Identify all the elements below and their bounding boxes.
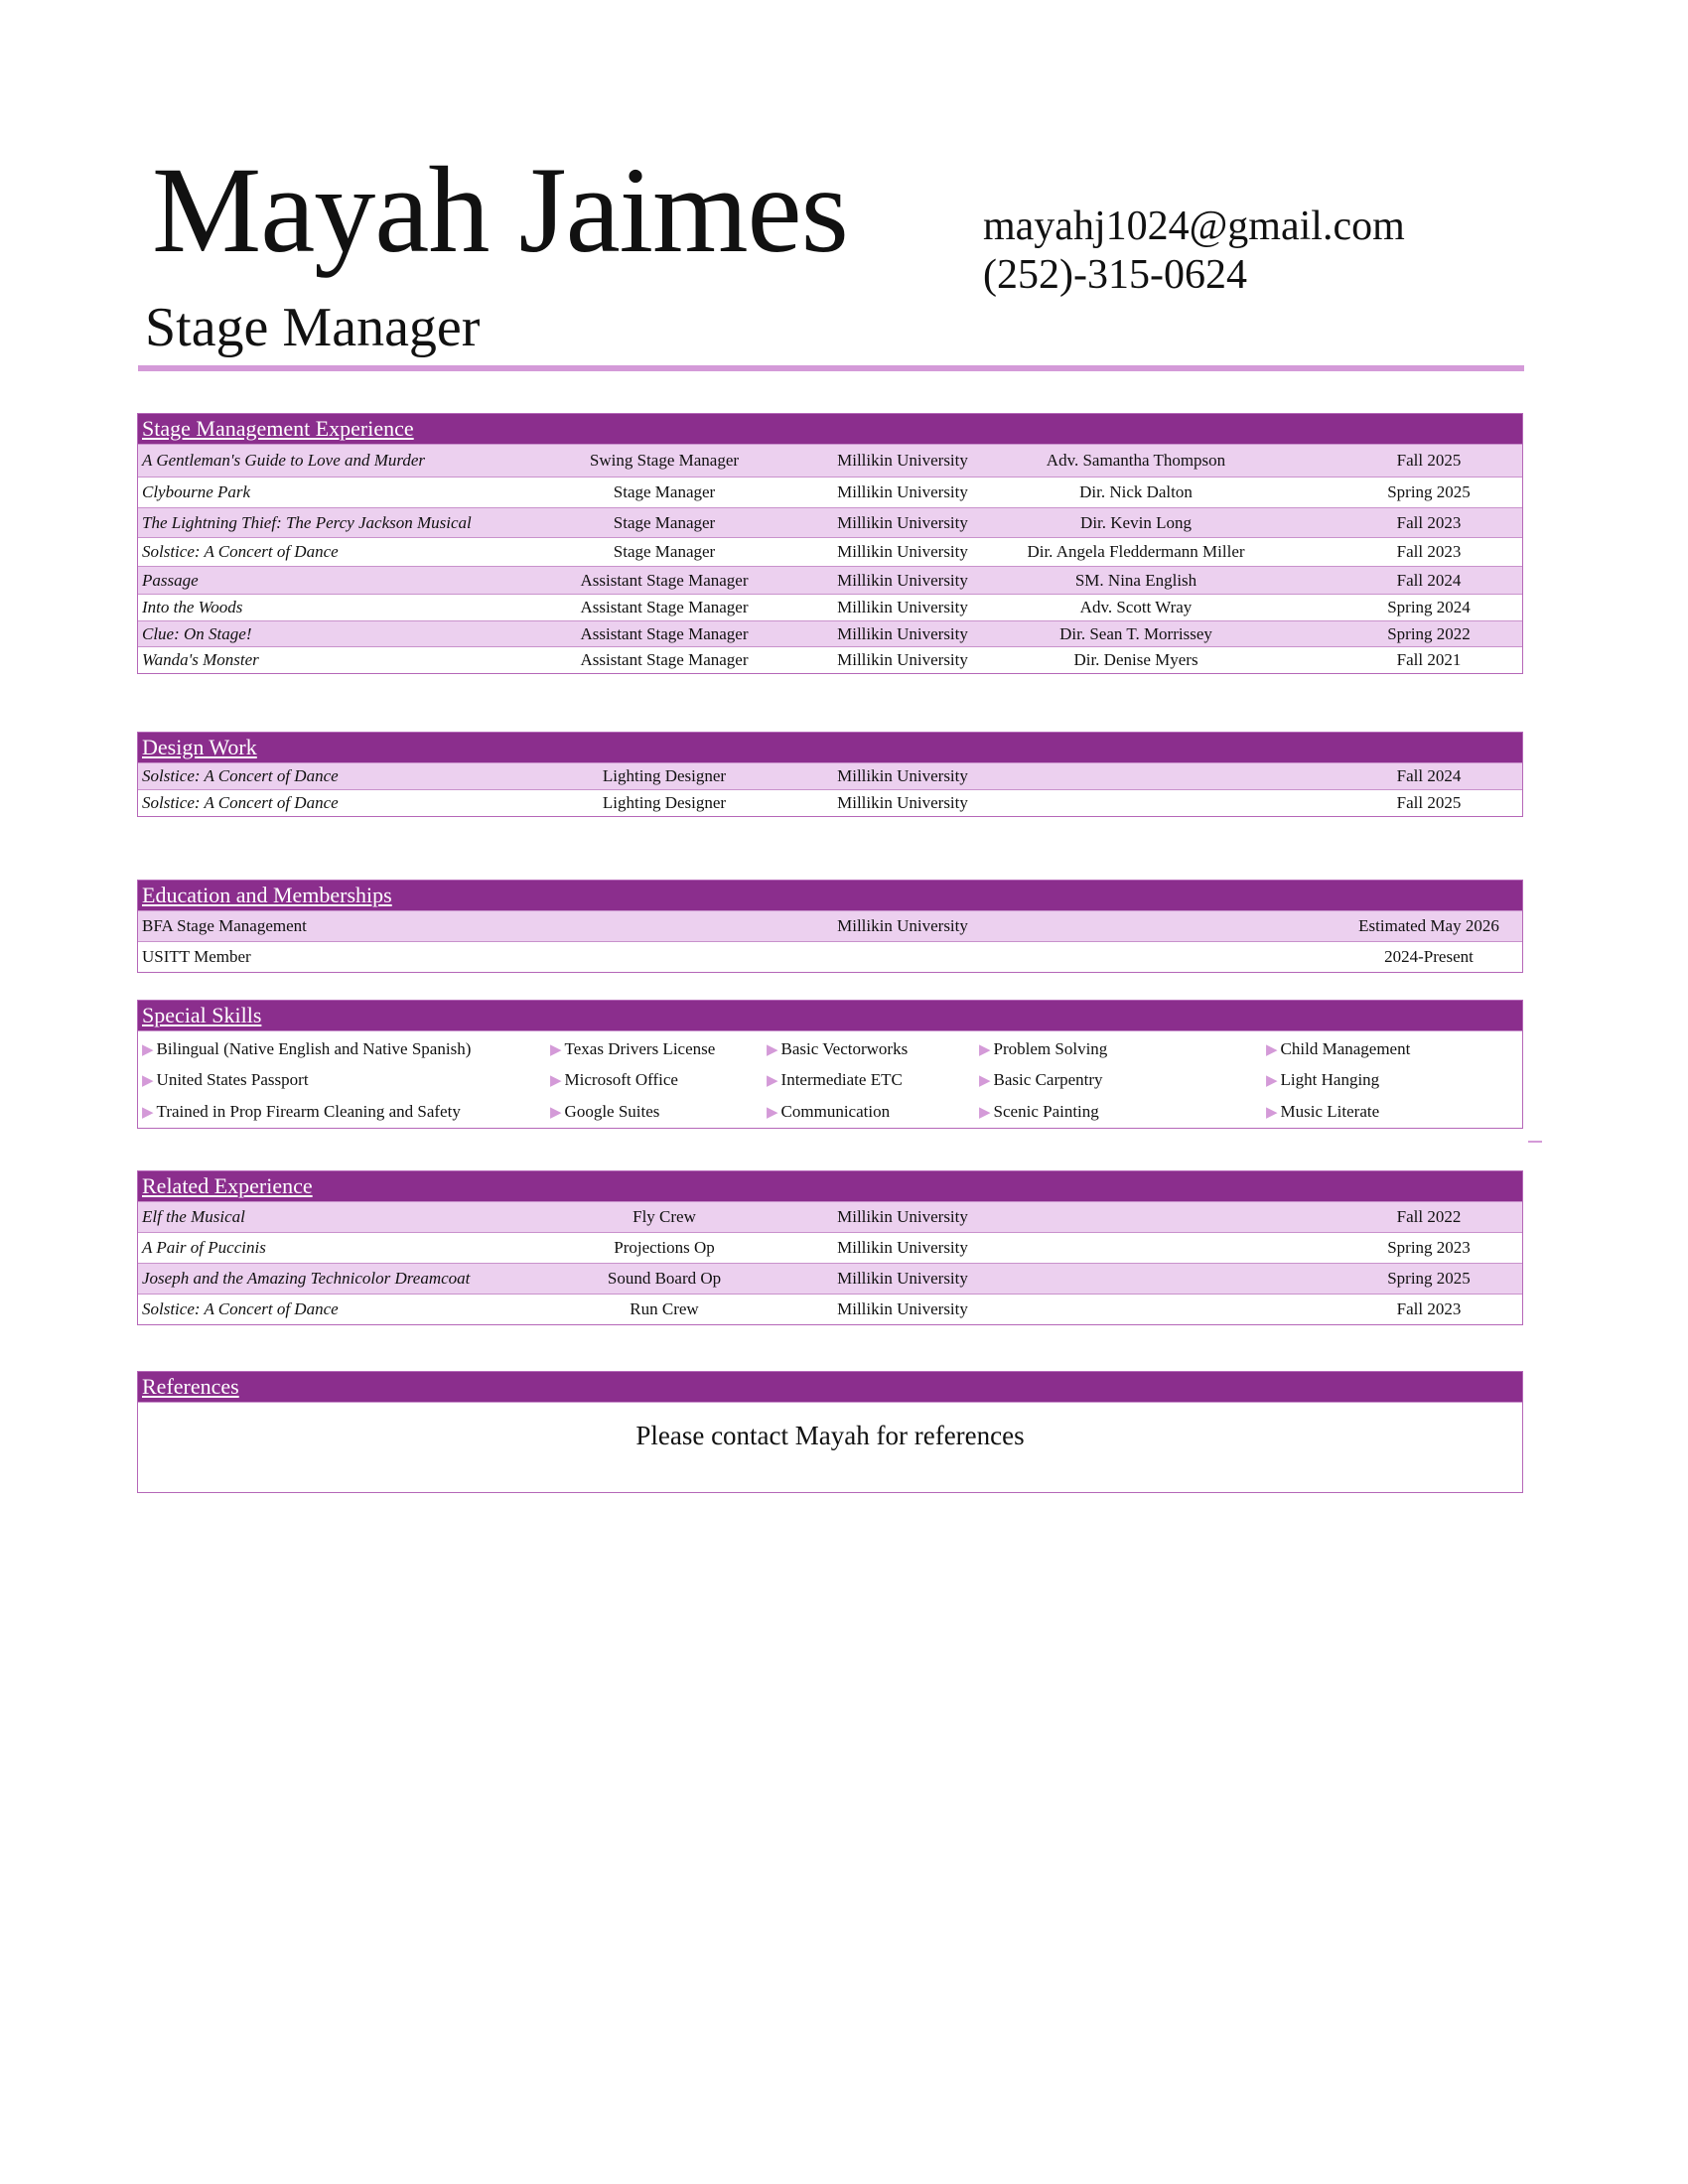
triangle-bullet-icon: ▶ [767, 1105, 778, 1121]
references-section [137, 1371, 1523, 1493]
stray-mark [1528, 1141, 1542, 1143]
venue: Millikin University [837, 542, 968, 561]
skill-item [142, 1037, 471, 1062]
venue: Millikin University [837, 1299, 968, 1318]
section-heading: References [138, 1372, 1522, 1402]
date: Fall 2024 [1396, 766, 1462, 785]
membership-item: USITT Member [142, 947, 251, 966]
venue: Millikin University [837, 624, 968, 643]
skill-label: Child Management [1280, 1039, 1411, 1058]
date: Fall 2021 [1396, 650, 1462, 669]
venue: Millikin University [837, 513, 968, 532]
skill-item [979, 1037, 1107, 1062]
position: Projections Op [614, 1238, 715, 1257]
skill-item [767, 1100, 890, 1125]
date: Fall 2023 [1396, 1299, 1462, 1318]
position: Assistant Stage Manager [580, 598, 749, 616]
related-experience-section [137, 1170, 1523, 1325]
skill-label: Google Suites [564, 1102, 660, 1121]
skill-item [550, 1068, 678, 1093]
skill-label: Basic Carpentry [993, 1070, 1103, 1089]
director: Dir. Denise Myers [1073, 650, 1198, 669]
venue: Millikin University [837, 451, 968, 470]
contact-email[interactable]: mayahj1024@gmail.com [983, 204, 1405, 249]
triangle-bullet-icon: ▶ [550, 1073, 562, 1089]
section-heading: Special Skills [138, 1001, 1522, 1030]
position: Fly Crew [633, 1207, 696, 1226]
show-title: A Pair of Puccinis [142, 1238, 266, 1257]
position: Stage Manager [613, 513, 716, 532]
skill-item [142, 1100, 461, 1125]
table-row [138, 646, 1522, 673]
table-row [138, 910, 1522, 941]
skill-label: Microsoft Office [564, 1070, 678, 1089]
references-body [138, 1402, 1522, 1492]
date: Fall 2025 [1396, 451, 1462, 470]
skill-item [979, 1100, 1099, 1125]
show-title: Solstice: A Concert of Dance [142, 793, 339, 812]
position: Lighting Designer [602, 766, 727, 785]
resume-header [0, 0, 1688, 377]
skill-label: Light Hanging [1280, 1070, 1380, 1089]
references-note: Please contact Mayah for references [635, 1421, 1025, 1450]
venue: Millikin University [837, 571, 968, 590]
membership-item: BFA Stage Management [142, 916, 307, 935]
section-heading: Related Experience [138, 1171, 1522, 1201]
skill-label: Scenic Painting [993, 1102, 1099, 1121]
skill-item [550, 1037, 715, 1062]
show-title: Passage [142, 571, 199, 590]
table-row [138, 1263, 1522, 1294]
skill-item [767, 1068, 903, 1093]
triangle-bullet-icon: ▶ [142, 1105, 154, 1121]
venue: Millikin University [837, 482, 968, 501]
applicant-name: Mayah Jaimes [152, 142, 848, 278]
show-title: A Gentleman's Guide to Love and Murder [142, 451, 426, 470]
venue: Millikin University [837, 598, 968, 616]
date: 2024-Present [1384, 947, 1474, 966]
table-row [138, 762, 1522, 789]
triangle-bullet-icon: ▶ [767, 1042, 778, 1058]
skill-item [979, 1068, 1103, 1093]
venue: Millikin University [837, 650, 968, 669]
table-row [138, 789, 1522, 816]
skill-item [1266, 1100, 1379, 1125]
date: Fall 2023 [1396, 542, 1462, 561]
triangle-bullet-icon: ▶ [1266, 1042, 1278, 1058]
skill-label: Bilingual (Native English and Native Spanish) [156, 1039, 472, 1058]
skills-grid [138, 1030, 1522, 1128]
skill-item [550, 1100, 659, 1125]
table-row [138, 444, 1522, 477]
triangle-bullet-icon: ▶ [550, 1105, 562, 1121]
stage-management-section [137, 413, 1523, 674]
position: Run Crew [630, 1299, 699, 1318]
venue: Millikin University [837, 1269, 968, 1288]
skill-item [1266, 1037, 1410, 1062]
education-rows [138, 910, 1522, 972]
director: Dir. Kevin Long [1080, 513, 1192, 532]
skill-label: Music Literate [1280, 1102, 1380, 1121]
triangle-bullet-icon: ▶ [979, 1105, 991, 1121]
skill-label: Intermediate ETC [780, 1070, 903, 1089]
triangle-bullet-icon: ▶ [767, 1073, 778, 1089]
date: Spring 2025 [1387, 1269, 1471, 1288]
show-title: Solstice: A Concert of Dance [142, 1299, 339, 1318]
stage-management-rows [138, 444, 1522, 673]
table-row [138, 594, 1522, 620]
table-row [138, 1294, 1522, 1324]
triangle-bullet-icon: ▶ [142, 1073, 154, 1089]
applicant-role: Stage Manager [145, 297, 481, 358]
contact-phone[interactable]: (252)-315-0624 [983, 252, 1247, 298]
date: Estimated May 2026 [1358, 916, 1499, 935]
related-experience-rows [138, 1201, 1522, 1324]
table-row [138, 941, 1522, 972]
special-skills-section [137, 1000, 1523, 1129]
date: Fall 2025 [1396, 793, 1462, 812]
section-heading: Design Work [138, 733, 1522, 762]
skill-item [1266, 1068, 1379, 1093]
show-title: Into the Woods [142, 598, 243, 616]
date: Spring 2022 [1387, 624, 1471, 643]
section-heading: Education and Memberships [138, 881, 1522, 910]
skill-label: Trained in Prop Firearm Cleaning and Safety [156, 1102, 461, 1121]
skill-label: Communication [780, 1102, 891, 1121]
venue: Millikin University [837, 766, 968, 785]
table-row [138, 1201, 1522, 1232]
triangle-bullet-icon: ▶ [1266, 1073, 1278, 1089]
triangle-bullet-icon: ▶ [1266, 1105, 1278, 1121]
show-title: Clue: On Stage! [142, 624, 252, 643]
position: Lighting Designer [602, 793, 727, 812]
skill-item [767, 1037, 908, 1062]
table-row [138, 477, 1522, 507]
skill-label: Texas Drivers License [564, 1039, 716, 1058]
director: Dir. Nick Dalton [1079, 482, 1193, 501]
show-title: Wanda's Monster [142, 650, 259, 669]
date: Spring 2025 [1387, 482, 1471, 501]
design-work-rows [138, 762, 1522, 816]
show-title: Solstice: A Concert of Dance [142, 542, 339, 561]
date: Fall 2023 [1396, 513, 1462, 532]
venue: Millikin University [837, 793, 968, 812]
venue: Millikin University [837, 1238, 968, 1257]
skill-label: Problem Solving [993, 1039, 1108, 1058]
table-row [138, 507, 1522, 537]
header-divider [138, 365, 1524, 371]
table-row [138, 1232, 1522, 1263]
position: Assistant Stage Manager [580, 624, 749, 643]
director: Adv. Scott Wray [1079, 598, 1193, 616]
position: Swing Stage Manager [589, 451, 740, 470]
design-work-section [137, 732, 1523, 817]
date: Spring 2024 [1387, 598, 1471, 616]
director: SM. Nina English [1074, 571, 1197, 590]
venue: Millikin University [837, 916, 968, 935]
date: Fall 2024 [1396, 571, 1462, 590]
show-title: The Lightning Thief: The Percy Jackson Musical [142, 513, 472, 532]
director: Dir. Angela Fleddermann Miller [1027, 542, 1245, 561]
education-section [137, 880, 1523, 973]
table-row [138, 537, 1522, 566]
position: Stage Manager [613, 482, 716, 501]
skill-label: Basic Vectorworks [780, 1039, 909, 1058]
triangle-bullet-icon: ▶ [979, 1042, 991, 1058]
date: Spring 2023 [1387, 1238, 1471, 1257]
position: Stage Manager [613, 542, 716, 561]
position: Sound Board Op [607, 1269, 722, 1288]
table-row [138, 566, 1522, 594]
show-title: Joseph and the Amazing Technicolor Dreamcoat [142, 1269, 471, 1288]
triangle-bullet-icon: ▶ [979, 1073, 991, 1089]
director: Adv. Samantha Thompson [1046, 451, 1226, 470]
triangle-bullet-icon: ▶ [550, 1042, 562, 1058]
skill-item [142, 1068, 309, 1093]
position: Assistant Stage Manager [580, 571, 749, 590]
section-heading: Stage Management Experience [138, 414, 1522, 444]
venue: Millikin University [837, 1207, 968, 1226]
position: Assistant Stage Manager [580, 650, 749, 669]
show-title: Elf the Musical [142, 1207, 245, 1226]
table-row [138, 620, 1522, 646]
show-title: Solstice: A Concert of Dance [142, 766, 339, 785]
director: Dir. Sean T. Morrissey [1059, 624, 1212, 643]
show-title: Clybourne Park [142, 482, 251, 501]
skill-label: United States Passport [156, 1070, 309, 1089]
triangle-bullet-icon: ▶ [142, 1042, 154, 1058]
date: Fall 2022 [1396, 1207, 1462, 1226]
